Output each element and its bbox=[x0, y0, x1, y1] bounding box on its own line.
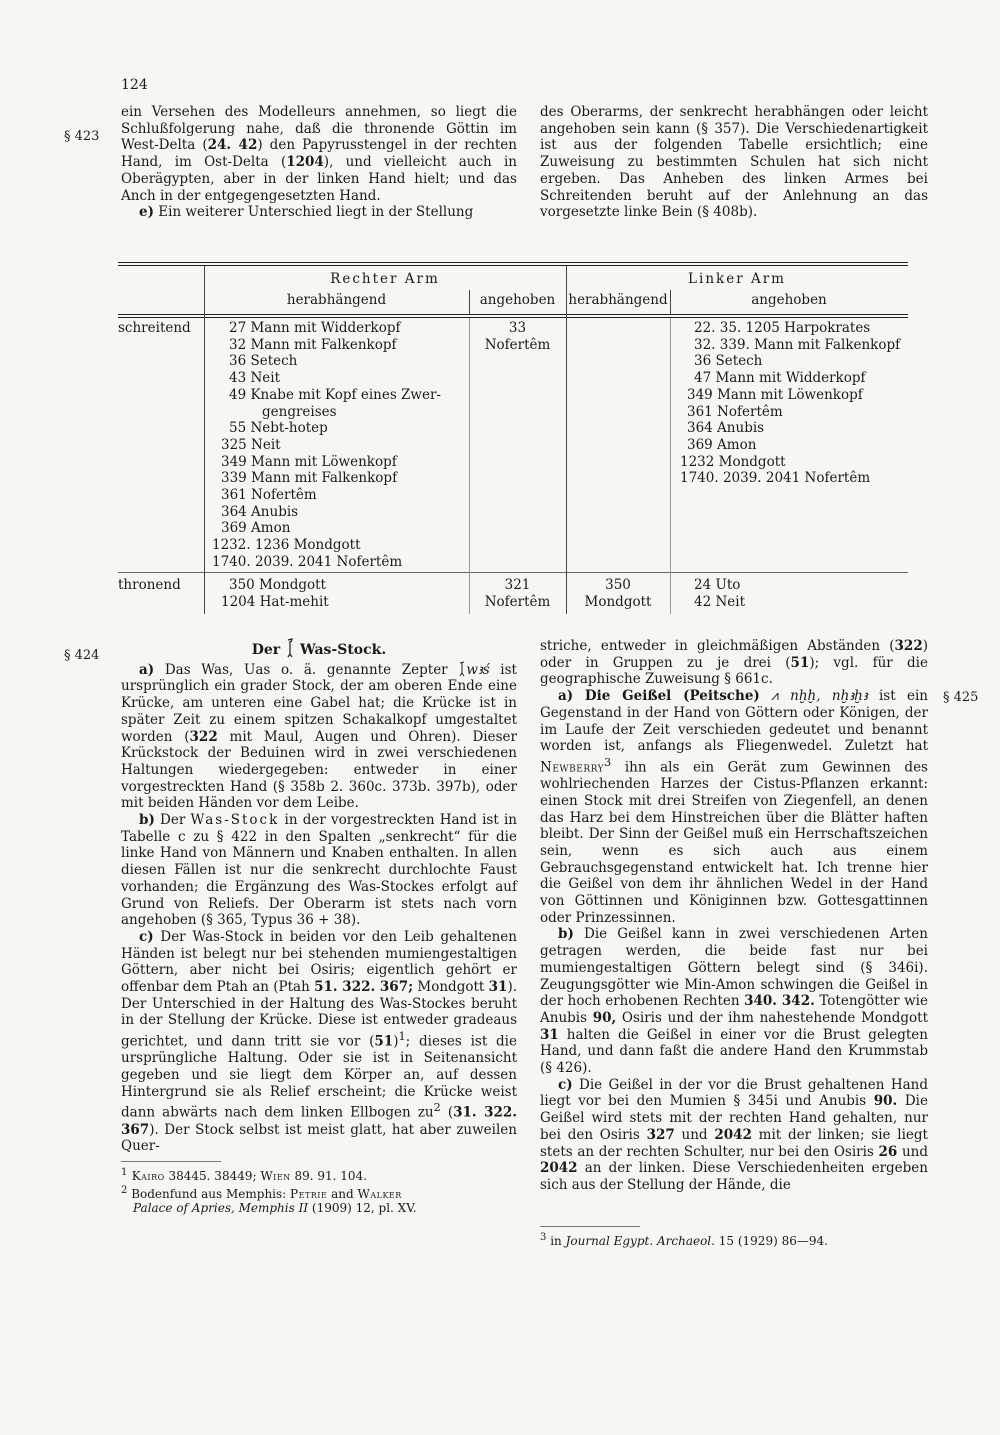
text-run: Bodenfund aus Memphis: bbox=[127, 1186, 291, 1201]
table-entry: 47 Mann mit Widderkopf bbox=[694, 370, 866, 387]
table-entry: 1232. 1236 Mondgott bbox=[212, 537, 361, 554]
text-run: ). Der Stock selbst ist meist glatt, hat aber zuweilen Quer- bbox=[121, 1121, 517, 1155]
text-run: Totengötter wie Anubis bbox=[540, 993, 928, 1026]
text-run: ein Versehen des Modelleurs annehmen, so liegt die Schlußfolgerung nahe, daß die thronende Göttin im West-Delta ( bbox=[121, 104, 517, 154]
cell-thronend-left-up bbox=[694, 577, 745, 610]
text-run: ist ein Gegenstand in der Hand von Göttern oder Königen, der im Laufe der Zeit verschieden gedeutet und benannt worden ist, anfangs als Fliegenwedel. Zuletzt hat bbox=[540, 688, 928, 755]
ref-bold: 51 bbox=[374, 1033, 394, 1050]
spaced-term: Was-Stock bbox=[190, 812, 280, 829]
text-run: mit der linken; sie liegt stets an der rechten Schulter, nur bei den Osiris bbox=[540, 1126, 928, 1160]
text-run: Das Was, Uas o. ä. genannte Zepter bbox=[154, 661, 459, 678]
text-run: Osiris und der ihm nahestehende Mondgott bbox=[616, 1009, 928, 1026]
text-run: Die Geißel kann in zwei verschiedenen Arten getragen werden, die beide fast nur bei mumiengestaltigen Göttern belegt sind (§ 346i). Zeugungsgötter wie Min-Amon schwingen die Geißel in der hoch erhobenen Rechten bbox=[540, 926, 928, 1010]
table-entry: 1740. 2039. 2041 Nofertêm bbox=[212, 553, 403, 570]
footnote-number: 2 bbox=[121, 1184, 128, 1196]
text-run: und bbox=[897, 1143, 928, 1160]
table-entry: 42 Neit bbox=[694, 593, 746, 610]
cell-thronend-left-down bbox=[566, 577, 670, 610]
heading-text: Was-Stock. bbox=[299, 642, 387, 658]
ref-bold: 51 bbox=[790, 654, 810, 671]
table-vline bbox=[670, 318, 671, 614]
text-run: Kairo bbox=[127, 1169, 165, 1184]
table-entry: 49 Knabe mit Kopf eines Zwer- bbox=[229, 386, 441, 403]
margin-section-423: § 423 bbox=[64, 129, 100, 144]
page-number: 124 bbox=[121, 77, 148, 93]
text-run: (1909) 12, pl. XV. bbox=[308, 1201, 417, 1216]
table-entry: 361 Nofertêm bbox=[687, 403, 783, 420]
footnote-rule bbox=[121, 1161, 221, 1162]
table-header-rule-2 bbox=[118, 317, 908, 318]
footnote-2 bbox=[121, 1184, 517, 1216]
table-vline bbox=[566, 266, 567, 614]
header-left-up: angehoben bbox=[751, 292, 827, 308]
ref-bold: 1204 bbox=[286, 154, 324, 171]
header-left-arm: Linker Arm bbox=[688, 271, 786, 287]
text-run: Die Geißel wird stets mit der rechten Hand gehalten, nur bei den Osiris bbox=[540, 1093, 928, 1143]
table-header-rule bbox=[118, 314, 908, 315]
top-right-column bbox=[540, 104, 928, 221]
table-entry: 33 bbox=[508, 320, 527, 336]
table-vline bbox=[469, 318, 470, 614]
ref-bold: 26 bbox=[878, 1143, 898, 1160]
table-entry: 321 bbox=[504, 577, 531, 593]
was-scepter-glyph-icon bbox=[285, 638, 295, 658]
text-run: ; dieses ist die ursprüngliche Haltung. Oder sie ist in Seitenansicht gegeben und sie liegt dem Körper an, auf dessen Hintergrund sie als Relief erscheint; die Krücke weist dann abwärts nach dem linken Ellbogen zu bbox=[121, 1033, 517, 1121]
text-run: ist ursprünglich ein grader Stock, der am oberen Ende eine Krücke, am unteren eine Gabel hat; die Krücke ist in später Zeit zu einem spitzen Schakalkopf umgestaltet worden ( bbox=[121, 661, 517, 745]
ref-bold: 2042 bbox=[540, 1160, 578, 1177]
table-entry: 369 Amon bbox=[221, 520, 291, 537]
para-label: c) bbox=[558, 1076, 573, 1093]
cell-thronend-right-down bbox=[221, 577, 329, 610]
ref-bold: 322 bbox=[189, 728, 218, 745]
text-run: Journal Egypt. Archaeol. bbox=[565, 1233, 715, 1248]
table-entry: 361 Nofertêm bbox=[221, 487, 317, 504]
footnote-number: 3 bbox=[540, 1231, 547, 1243]
cell-schreitend-right-down bbox=[212, 320, 441, 571]
section-425-column bbox=[540, 638, 928, 1248]
text-run: Wien bbox=[260, 1169, 291, 1184]
footnote-number: 1 bbox=[121, 1167, 128, 1179]
table-entry: 43 Neit bbox=[229, 370, 281, 387]
cell-schreitend-right-up bbox=[469, 320, 566, 353]
text-run: ihn als ein Gerät zum Gewinnen des wohlriechenden Harzes der Cistus-Pflanzen erkannt: einen Stock mit drei Streifen von Ziegenfell, an denen das Harz bei dem Hinstreichen über die Blätter haften bleibt. Der Sinn der Geißel muß ein Herrschaftszeichen sein, wenn es sich auch aus einem Gebrauchsgegenstand entwickelt hat. Ich trenne hier die Geißel von dem ihr ähnlichen Wedel in der Hand von Göttinnen und Königinnen bzw. Gottesgattinnen oder Prinzessinnen. bbox=[540, 759, 928, 926]
transliteration: nḫḫ, nḫꜣḫꜣ bbox=[790, 688, 868, 705]
text-run: striche, entweder in gleichmäßigen Abständen ( bbox=[540, 638, 895, 654]
header-right-down: herabhängend bbox=[286, 292, 387, 308]
table-entry: 36 Setech bbox=[694, 353, 763, 370]
table-entry: 32 Mann mit Falkenkopf bbox=[229, 336, 397, 353]
margin-section-425: § 425 bbox=[943, 690, 979, 705]
ref-bold: 327 bbox=[646, 1126, 675, 1143]
table-entry: gengreises bbox=[262, 403, 337, 420]
table-entry: 325 Neit bbox=[221, 436, 281, 453]
text-run: Walker bbox=[357, 1186, 402, 1201]
text-run: Mondgott bbox=[413, 979, 489, 996]
para-label: a) bbox=[139, 661, 155, 678]
para-label: c) bbox=[139, 928, 154, 945]
top-left-column bbox=[121, 104, 517, 221]
flail-glyph-icon: ⩘ bbox=[771, 688, 779, 705]
ref-bold: 31. 322. 367 bbox=[121, 1104, 517, 1138]
arm-position-table bbox=[118, 262, 908, 614]
text-run: ). Der Unterschied in der Haltung des Was-Stockes beruht in der Stellung der Krücke. Diese ist entweder gradeaus gerichtet, und dann tritt sie vor ( bbox=[121, 979, 517, 1050]
text-run: Petrie bbox=[290, 1186, 328, 1201]
table-entry: 36 Setech bbox=[229, 353, 298, 370]
para-label: e) bbox=[139, 204, 154, 221]
text-run: mit Maul, Augen und Ohren). Dieser Krückstock der Beduinen wird in zwei verschiedenen Haltungen wiedergegeben: entweder in einer vorgestreckten Hand (§ 358b 2. 360c. 373b. 397b), oder mit beiden Händen vor dem Leibe. bbox=[121, 728, 517, 812]
table-entry: 364 Anubis bbox=[221, 503, 299, 520]
ref-bold: 90, bbox=[592, 1009, 617, 1026]
text-run: Der Was-Stock in beiden vor den Leib gehaltenen Händen ist belegt nur bei stehenden mumiengestaltigen Göttern, aber nicht bei Osiris; eigentlich gehört er offenbar dem Ptah an (Ptah bbox=[121, 928, 517, 996]
text-run: 89. 91. 104. bbox=[290, 1169, 368, 1184]
table-entry: 32. 339. Mann mit Falkenkopf bbox=[694, 336, 901, 353]
text-run: and bbox=[327, 1186, 358, 1201]
header-right-arm: Rechter Arm bbox=[330, 271, 440, 287]
table-entry: 1232 Mondgott bbox=[680, 453, 786, 470]
table-row-divider bbox=[118, 572, 908, 573]
transliteration: wꜣś bbox=[466, 661, 490, 678]
footnote-marker: 1 bbox=[398, 1030, 406, 1044]
footnote-marker: 2 bbox=[433, 1101, 441, 1115]
text-run: in bbox=[546, 1233, 566, 1248]
text-run: in der vorgestreckten Hand ist in Tabelle c zu § 422 in den Spalten „senkrecht“ für die linke Hand von Männern und Knaben enthalten. In allen diesen Fällen ist nur die senkrecht durchlochte Faust vorhanden; die Ergänzung des Was-Stockes erfolgt auf Grund von Reliefs. Der Oberarm ist stets nach vorn angehoben (§ 365, Typus 36 + 38). bbox=[121, 812, 517, 929]
para-label: a) Die Geißel (Peitsche) bbox=[558, 688, 760, 705]
section-heading bbox=[121, 638, 517, 659]
ref-bold: 51. 322. 367; bbox=[314, 979, 414, 996]
author-name: Newberry bbox=[540, 759, 605, 776]
table-entry: 364 Anubis bbox=[687, 420, 765, 437]
header-left-down: herabhängend bbox=[568, 292, 668, 308]
text-run: ), und vielleicht auch in Oberägypten, aber in der linken Hand hielt; und das Anch in der entgegengesetzten Hand. bbox=[121, 154, 518, 204]
table-top-rule-2 bbox=[118, 265, 908, 266]
heading-text: Der bbox=[251, 642, 281, 658]
table-entry: 22. 35. 1205 Harpokrates bbox=[694, 320, 871, 336]
header-right-up: angehoben bbox=[479, 292, 556, 308]
table-top-rule bbox=[118, 262, 908, 263]
text-run: ) oder in Gruppen zu je drei ( bbox=[540, 638, 928, 671]
footnote-marker: 3 bbox=[604, 755, 612, 769]
paragraph: des Oberarms, der senkrecht herabhängen oder leicht angehoben sein kann (§ 357). Die Verschiedenartigkeit ist aus der folgenden Tabelle ersichtlich; eine Zuweisung zu bestimmten Schulen hat sich nicht ergeben. Das Anheben des linken Armes bei Schreitenden beruht auf der Anlehnung an das vorgesetzte linke Bein (§ 408b). bbox=[540, 104, 928, 221]
table-entry: Nofertêm bbox=[484, 593, 551, 610]
table-entry: 369 Amon bbox=[687, 436, 757, 453]
text-run: und bbox=[674, 1126, 715, 1143]
table-vline bbox=[204, 266, 205, 614]
ref-bold: 31 bbox=[540, 1026, 559, 1043]
text-run: Palace of Apries, Memphis II bbox=[133, 1201, 309, 1216]
footnote-rule bbox=[540, 1226, 640, 1227]
text-run: Der bbox=[154, 812, 191, 829]
table-entry: 1740. 2039. 2041 Nofertêm bbox=[680, 470, 871, 487]
footnote-3 bbox=[540, 1231, 928, 1249]
text-run: halten die Geißel in einer vor die Brust gelegten Hand, und dann faßt die andere Hand den Krummstab (§ 426). bbox=[540, 1026, 928, 1077]
table-entry: 349 Mann mit Löwenkopf bbox=[221, 453, 397, 470]
text-run: 38445. 38449; bbox=[164, 1169, 261, 1184]
text-run: ); vgl. für die geographische Zuweisung § 661c. bbox=[540, 654, 928, 688]
text-run: an der linken. Diese Verschiedenheiten ergeben sich aus der Stellung der Hände, die bbox=[540, 1160, 928, 1193]
text-run: 15 (1929) 86—94. bbox=[714, 1233, 828, 1248]
table-entry: 24 Uto bbox=[694, 577, 741, 593]
row-label-schreitend: schreitend bbox=[118, 320, 191, 336]
table-entry: 1204 Hat-mehit bbox=[221, 593, 329, 610]
text-run: Die Geißel in der vor die Brust gehaltenen Hand liegt vor bei den Mumien § 345i und Anubis bbox=[540, 1076, 928, 1110]
table-entry: 350 bbox=[605, 577, 631, 593]
ref-bold: 2042 bbox=[714, 1126, 752, 1143]
ref-bold: 24. 42 bbox=[207, 137, 258, 154]
ref-bold: 340. 342. bbox=[744, 993, 815, 1010]
ref-bold: 322 bbox=[894, 638, 923, 654]
cell-schreitend-left-up bbox=[680, 320, 900, 487]
row-label-thronend: thronend bbox=[118, 577, 181, 593]
table-entry: 27 Mann mit Widderkopf bbox=[229, 320, 401, 336]
cell-thronend-right-up bbox=[469, 577, 566, 610]
table-entry: 339 Mann mit Falkenkopf bbox=[221, 470, 398, 487]
text-run: ( bbox=[440, 1104, 454, 1121]
para-label: b) bbox=[139, 812, 155, 829]
table-entry: Mondgott bbox=[584, 593, 652, 610]
ref-bold: 31 bbox=[488, 979, 508, 996]
table-entry: 350 Mondgott bbox=[229, 577, 326, 593]
text-run: ) den Papyrusstengel in der rechten Hand, im Ost-Delta ( bbox=[121, 137, 517, 171]
ref-bold: 90. bbox=[873, 1093, 898, 1110]
margin-section-424: § 424 bbox=[64, 648, 100, 663]
table-entry: Nofertêm bbox=[484, 336, 551, 353]
table-entry: 55 Nebt-hotep bbox=[229, 420, 328, 437]
text-run: Ein weiterer Unterschied liegt in der Stellung bbox=[153, 204, 474, 221]
section-424-column: Der Was-Stock. a) Das Was, Uas o. ä. genannte Zepter wꜣś ist ursprünglich ein grader Stock, der am oberen Ende eine Krücke, am unteren eine Gabel hat; die Krücke ist in später Zeit zu einem spitzen Schakalkopf umgestaltet worden (322 mit Maul, Augen und Ohren). Dieser Krückstock der Beduinen wird in zwei verschiedenen Haltungen wiedergegeben: entweder in einer vorgestreckten Hand (§ 358b 2. 360c. 373b. 397b), oder mit beiden Händen vor dem Leibe. b) Der Was-Stock in der vorgestreckten Hand ist in Tabelle c zu § 422 in den Spalten „senkrecht“ für die linke Hand von Männern und Knaben enthalten. In allen diesen Fällen ist nur die senkrecht durchlochte Faust vorhanden; die Ergänzung des Was-Stockes erfolgt auf Grund von Reliefs. Der Oberarm ist stets nach vorn angehoben (§ 365, Typus 36 + 38). c) Der Was-Stock in beiden vor den Leib gehaltenen Händen ist belegt nur bei stehenden mumiengestaltigen Göttern, aber nicht bei Osiris; eigentlich gehört er offenbar dem Ptah an (Ptah 51. 322. 367; Mondgott 31). Der Unterschied in der Haltung des Was-Stockes beruht in der Stellung der Krücke. Diese ist entweder gradeaus gerichtet, und dann tritt sie vor $(51)^1$; dieses ist die ursprüngliche Haltung. Oder sie ist in Seitenansicht gegeben und sie liegt dem Körper an, auf dessen Hintergrund sie als Relief erscheint; die Krücke weist dann abwärts nach dem linken Ellbogen $zu^2$ (31. 322. 367). Der Stock selbst ist meist glatt, hat aber zuweilen Quer- $^1$ Kairo 38445. 38449; Wien 89. 91. 104. $^2$ Bodenfund aus Memphis: Petrie and Walker Palace of Apries, Memphis II (1909) 12, pl. XV. bbox=[121, 638, 517, 1216]
table-entry: 349 Mann mit Löwenkopf bbox=[687, 386, 863, 403]
footnote-1 bbox=[121, 1166, 517, 1184]
para-label: b) bbox=[558, 926, 574, 943]
